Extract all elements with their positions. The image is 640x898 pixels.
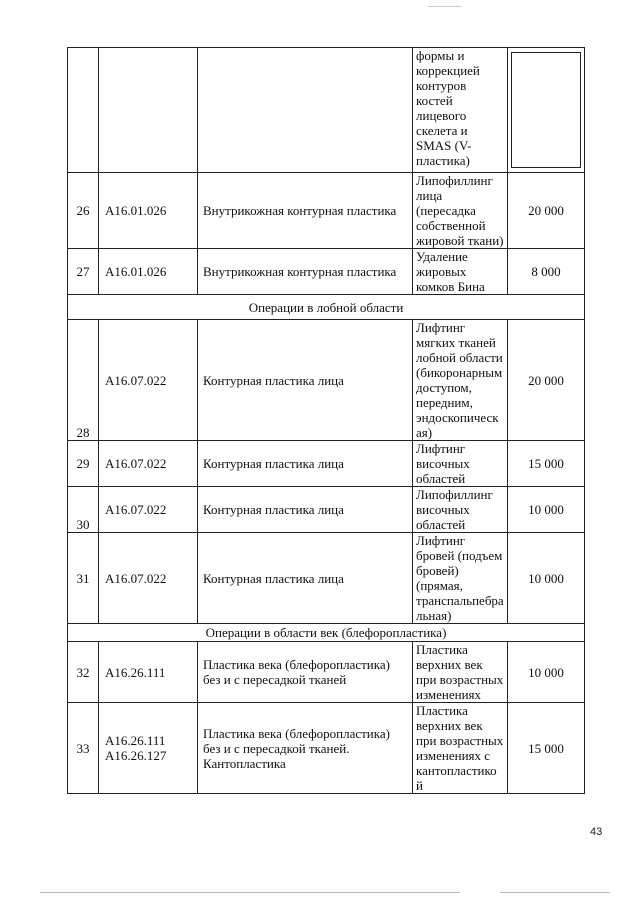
desc-line: височных (416, 456, 470, 471)
desc-line: Лифтинг (416, 533, 466, 548)
desc-line: жировой ткани) (416, 233, 504, 248)
cell-price (508, 48, 585, 173)
desc-line: эндоскопическ (416, 410, 499, 425)
desc-line: лицевого (416, 108, 467, 123)
scan-artifact (40, 892, 460, 893)
desc-line: передним, (416, 395, 473, 410)
table-row (68, 642, 585, 703)
code-line: А16.26.127 (105, 748, 167, 763)
cell-num: 28 (68, 320, 99, 441)
cell-description (413, 533, 508, 624)
scan-artifact (500, 892, 610, 893)
desc-line: й (416, 778, 423, 793)
table-row (68, 487, 585, 533)
cell-description (413, 173, 508, 249)
table-row (68, 703, 585, 794)
desc-line: собственной (416, 218, 486, 233)
desc-line: бровей) (416, 563, 459, 578)
desc-line: доступом, (416, 380, 472, 395)
cell-name: Контурная пластика лица (198, 487, 413, 533)
cell-code: А16.07.022 (99, 441, 198, 487)
cell-price: 10 000 (508, 533, 585, 624)
desc-line: изменениях с (416, 748, 491, 763)
desc-line: Лифтинг (416, 320, 466, 335)
desc-line: коррекцией (416, 63, 480, 78)
desc-line: Лифтинг (416, 441, 466, 456)
cell-price: 8 000 (508, 249, 585, 295)
cell-code: А16.01.026 (99, 249, 198, 295)
cell-code: А16.07.022 (99, 320, 198, 441)
cell-code: А16.01.026 (99, 173, 198, 249)
desc-line: верхних век (416, 657, 483, 672)
desc-line: при возрастных (416, 733, 504, 748)
desc-line: ая) (416, 425, 433, 440)
cell-description (413, 441, 508, 487)
cell-name: Контурная пластика лица (198, 441, 413, 487)
desc-line: костей (416, 93, 453, 108)
code-line: А16.26.111 (105, 664, 166, 680)
desc-line: пластика) (416, 153, 470, 168)
name-line: Кантопластика (203, 755, 286, 771)
price-table-container (67, 47, 585, 794)
table-row (68, 441, 585, 487)
cell-name (198, 48, 413, 173)
cell-name: Внутрикожная контурная пластика (198, 173, 413, 249)
desc-line: скелета и (416, 123, 468, 138)
cell-code (99, 48, 198, 173)
cell-num: 32 (68, 642, 99, 703)
cell-code: А16.07.022 (99, 487, 198, 533)
desc-line: формы и (416, 48, 465, 63)
scan-artifact (428, 6, 462, 7)
cell-price: 10 000 (508, 642, 585, 703)
desc-line: лица (416, 188, 443, 203)
desc-line: (пересадка (416, 203, 476, 218)
desc-line: Пластика (416, 642, 468, 657)
cell-code (99, 642, 198, 703)
cell-num: 31 (68, 533, 99, 624)
desc-line: верхних век (416, 718, 483, 733)
desc-line: областей (416, 517, 466, 532)
cell-num: 26 (68, 173, 99, 249)
desc-line: льная) (416, 608, 452, 623)
page-number: 43 (590, 826, 603, 838)
desc-line: при возрастных (416, 672, 504, 687)
desc-line: бровей (подъем (416, 548, 503, 563)
desc-line: Пластика (416, 703, 468, 718)
cell-description (413, 703, 508, 794)
cell-num: 30 (68, 487, 99, 533)
desc-line: Липофиллинг (416, 487, 493, 502)
code-line: А16.26.111 (105, 733, 166, 748)
desc-line: жировых (416, 264, 467, 279)
cell-price: 10 000 (508, 487, 585, 533)
cell-name (198, 703, 413, 794)
desc-line: кантопластико (416, 763, 497, 778)
table-row (68, 320, 585, 441)
section-row (68, 624, 585, 642)
cell-code (99, 703, 198, 794)
desc-line: (прямая, (416, 578, 463, 593)
desc-line: Удаление (416, 249, 468, 264)
cell-description (413, 320, 508, 441)
desc-line: височных (416, 502, 470, 517)
cell-num: 33 (68, 703, 99, 794)
name-line: Пластика века (блефоропластика) (203, 725, 390, 741)
cell-name: Контурная пластика лица (198, 320, 413, 441)
cell-name: Внутрикожная контурная пластика (198, 249, 413, 295)
name-line: без и с пересадкой тканей. (203, 740, 350, 756)
price-box (511, 52, 581, 168)
cell-name (198, 642, 413, 703)
cell-num: 27 (68, 249, 99, 295)
section-row (68, 295, 585, 320)
cell-price: 20 000 (508, 320, 585, 441)
cell-price: 15 000 (508, 703, 585, 794)
cell-description (413, 249, 508, 295)
desc-line: Липофиллинг (416, 173, 493, 188)
cell-code: А16.07.022 (99, 533, 198, 624)
price-table (67, 47, 585, 794)
section-heading: Операции в области век (блефоропластика) (68, 624, 585, 642)
cell-description (413, 642, 508, 703)
cell-num: 29 (68, 441, 99, 487)
desc-line: SMAS (V- (416, 138, 472, 153)
desc-line: лобной области (416, 350, 503, 365)
desc-line: транспальпебра (416, 593, 504, 608)
desc-line: (бикоронарным (416, 365, 503, 380)
table-row (68, 48, 585, 173)
table-row (68, 249, 585, 295)
cell-price: 20 000 (508, 173, 585, 249)
desc-line: контуров (416, 78, 467, 93)
desc-line: комков Бина (416, 279, 485, 294)
desc-line: областей (416, 471, 466, 486)
cell-description (413, 487, 508, 533)
cell-description (413, 48, 508, 173)
name-line: Пластика века (блефоропластика) (203, 657, 390, 672)
name-line: без и с пересадкой тканей (203, 672, 347, 687)
section-heading: Операции в лобной области (68, 295, 585, 320)
desc-line: мягких тканей (416, 335, 496, 350)
cell-num (68, 48, 99, 173)
cell-price: 15 000 (508, 441, 585, 487)
desc-line: изменениях (416, 687, 482, 702)
cell-name: Контурная пластика лица (198, 533, 413, 624)
table-row (68, 173, 585, 249)
table-row (68, 533, 585, 624)
